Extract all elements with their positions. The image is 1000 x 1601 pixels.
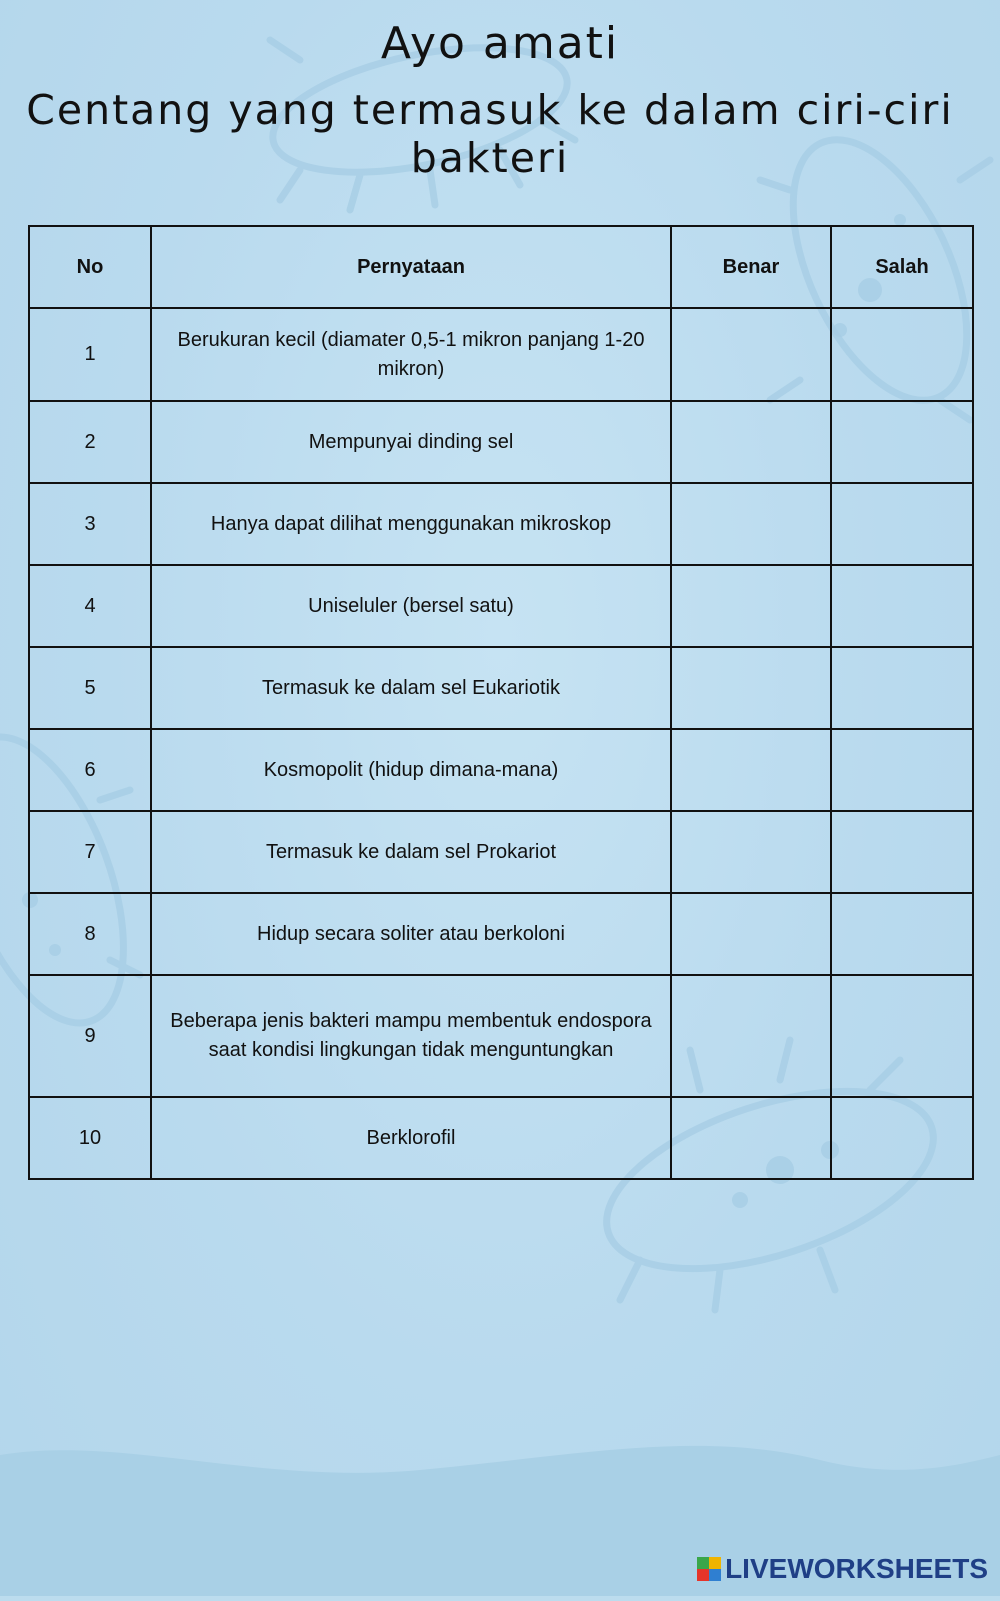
answer-true-cell[interactable]: [671, 975, 831, 1097]
logo-text: LIVEWORKSHEETS: [725, 1553, 988, 1584]
answer-true-cell[interactable]: [671, 647, 831, 729]
statements-table: [28, 225, 974, 1180]
row-statement: Beberapa jenis bakteri mampu membentuk endospora saat kondisi lingkungan tidak menguntungkan: [151, 975, 671, 1097]
row-number: 9: [29, 975, 151, 1097]
answer-true-cell[interactable]: [671, 401, 831, 483]
page-title: Ayo amati: [380, 18, 620, 69]
answer-false-cell[interactable]: [831, 308, 973, 401]
row-statement: Mempunyai dinding sel: [151, 401, 671, 483]
row-number: 3: [29, 483, 151, 565]
table-row: [29, 565, 973, 647]
row-number: 10: [29, 1097, 151, 1179]
table-row: [29, 975, 973, 1097]
answer-false-cell[interactable]: [831, 729, 973, 811]
row-statement: Kosmopolit (hidup dimana-mana): [151, 729, 671, 811]
table-row: [29, 308, 973, 401]
header-statement: Pernyataan: [151, 226, 671, 308]
header-no: No: [29, 226, 151, 308]
page-subtitle: Centang yang termasuk ke dalam ciri-ciri bakteri: [26, 86, 954, 182]
table-row: [29, 647, 973, 729]
table-row: [29, 1097, 973, 1179]
table-row: [29, 401, 973, 483]
answer-false-cell[interactable]: [831, 975, 973, 1097]
answer-true-cell[interactable]: [671, 483, 831, 565]
answer-false-cell[interactable]: [831, 401, 973, 483]
row-statement: Termasuk ke dalam sel Eukariotik: [151, 647, 671, 729]
answer-false-cell[interactable]: [831, 811, 973, 893]
row-number: 4: [29, 565, 151, 647]
table-row: [29, 483, 973, 565]
row-statement: Hidup secara soliter atau berkoloni: [151, 893, 671, 975]
table-row: [29, 729, 973, 811]
answer-true-cell[interactable]: [671, 308, 831, 401]
row-number: 2: [29, 401, 151, 483]
row-number: 6: [29, 729, 151, 811]
table-header-row: [29, 226, 973, 308]
liveworksheets-logo-icon: [697, 1557, 721, 1581]
table-row: [29, 811, 973, 893]
header-true: Benar: [671, 226, 831, 308]
row-statement: Berklorofil: [151, 1097, 671, 1179]
answer-true-cell[interactable]: [671, 893, 831, 975]
row-statement: Termasuk ke dalam sel Prokariot: [151, 811, 671, 893]
answer-false-cell[interactable]: [831, 893, 973, 975]
row-number: 1: [29, 308, 151, 401]
row-number: 5: [29, 647, 151, 729]
row-statement: Berukuran kecil (diamater 0,5-1 mikron panjang 1-20 mikron): [151, 308, 671, 401]
answer-true-cell[interactable]: [671, 729, 831, 811]
answer-true-cell[interactable]: [671, 565, 831, 647]
liveworksheets-logo: [697, 1553, 988, 1585]
row-statement: Hanya dapat dilihat menggunakan mikroskop: [151, 483, 671, 565]
row-number: 7: [29, 811, 151, 893]
table-row: [29, 893, 973, 975]
answer-false-cell[interactable]: [831, 483, 973, 565]
answer-false-cell[interactable]: [831, 1097, 973, 1179]
answer-false-cell[interactable]: [831, 565, 973, 647]
row-number: 8: [29, 893, 151, 975]
answer-true-cell[interactable]: [671, 811, 831, 893]
answer-true-cell[interactable]: [671, 1097, 831, 1179]
answer-false-cell[interactable]: [831, 647, 973, 729]
row-statement: Uniseluler (bersel satu): [151, 565, 671, 647]
header-false: Salah: [831, 226, 973, 308]
